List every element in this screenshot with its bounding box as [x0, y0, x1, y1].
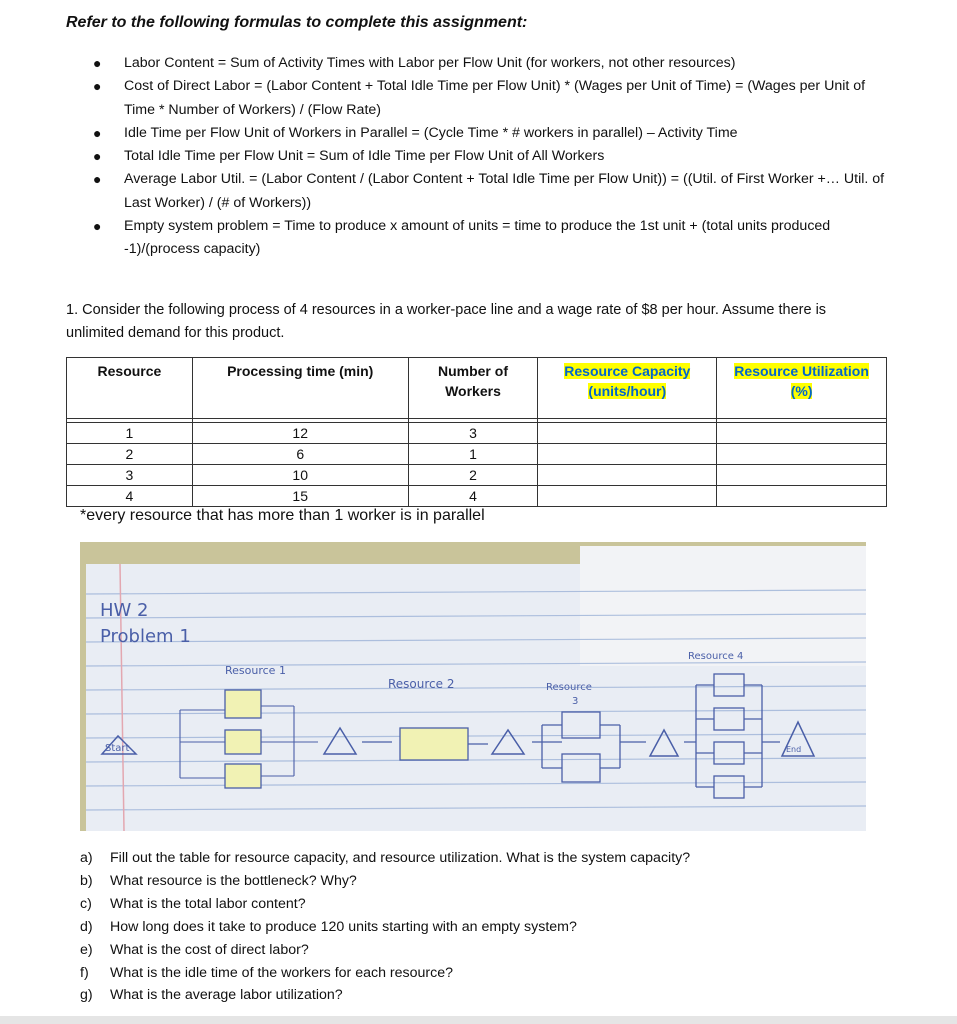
formula-item: ● Empty system problem = Time to produce x amount of units = time to produce the 1st unit + (total units produced -1)/(process capacity) [90, 215, 890, 262]
bullet-icon: ● [93, 78, 102, 95]
utilization-cell[interactable] [717, 486, 887, 507]
sketch-subtitle: Problem 1 [100, 626, 191, 647]
formula-item: ● Total Idle Time per Flow Unit = Sum of Idle Time per Flow Unit of All Workers [90, 145, 890, 168]
resource-3-number: 3 [572, 696, 579, 707]
formula-list [90, 52, 890, 262]
header-utilization: Resource Utilization (%) [717, 358, 887, 419]
capacity-cell[interactable] [538, 444, 717, 465]
resource-4-label: Resource 4 [688, 651, 744, 662]
resource-1-boxes [225, 690, 261, 788]
capacity-cell[interactable] [538, 486, 717, 507]
sketch-title: HW 2 [100, 600, 149, 621]
question-item: g) What is the average labor utilization? [80, 987, 343, 1004]
formula-item: ● Idle Time per Flow Unit of Workers in Parallel = (Cycle Time * # workers in parallel) – Activity Time [90, 122, 890, 145]
bullet-icon: ● [93, 124, 102, 141]
utilization-cell[interactable] [717, 444, 887, 465]
process-sketch-photo [80, 542, 866, 831]
utilization-cell[interactable] [717, 465, 887, 486]
header-resource: Resource [67, 358, 193, 419]
footnote: *every resource that has more than 1 worker is in parallel [80, 507, 485, 524]
table-row: 1 12 3 [67, 423, 887, 444]
bullet-icon: ● [93, 55, 102, 71]
start-label: Start [105, 743, 130, 754]
paper-sheet-back [580, 546, 866, 666]
question-list [80, 847, 880, 1007]
question-item: f) What is the idle time of the workers for each resource? [80, 964, 454, 981]
assignment-heading: Refer to the following formulas to complete this assignment: [66, 14, 528, 31]
utilization-cell[interactable] [717, 423, 887, 444]
capacity-cell[interactable] [538, 423, 717, 444]
table-header-row [67, 358, 887, 419]
resource-3-label: Resource [546, 682, 592, 693]
bullet-icon: ● [93, 148, 102, 165]
resource-2-label: Resource 2 [388, 677, 455, 691]
capacity-cell[interactable] [538, 465, 717, 486]
header-processing-time: Processing time (min) [192, 358, 408, 419]
header-capacity: Resource Capacity (units/hour) [538, 358, 717, 419]
question-item: a) Fill out the table for resource capacity, and resource utilization. What is the system capacity? [80, 850, 691, 866]
resource-1-label: Resource 1 [225, 664, 286, 677]
resource-table [66, 357, 887, 507]
header-workers: Number of Workers [408, 358, 538, 419]
question-item: d) How long does it take to produce 120 units starting with an empty system? [80, 918, 577, 935]
question-item: e) What is the cost of direct labor? [80, 941, 309, 958]
window-bottom-bar [0, 1016, 957, 1024]
bullet-icon: ● [93, 218, 102, 235]
table-row: 2 6 1 [67, 444, 887, 465]
bullet-icon: ● [93, 171, 102, 188]
end-label: End [786, 745, 802, 754]
question-item: c) What is the total labor content? [80, 895, 306, 912]
question-item: b) What resource is the bottleneck? Why? [80, 872, 357, 889]
resource-2-box [400, 728, 468, 760]
table-row: 4 15 4 [67, 486, 887, 507]
table-row: 3 10 2 [67, 465, 887, 486]
formula-item: ● Cost of Direct Labor = (Labor Content + Total Idle Time per Flow Unit) * (Wages per Unit of Time) = (Wages per Unit of Time * Number of Workers) / (Flow Rate) [90, 75, 890, 122]
formula-item: ● Labor Content = Sum of Activity Times with Labor per Flow Unit (for workers, not other resources) [90, 52, 890, 75]
problem-statement: 1. Consider the following process of 4 resources in a worker-pace line and a wage rate of $8 per hour. Assume there is unlimited demand for this product. [66, 302, 827, 341]
formula-item: ● Average Labor Util. = (Labor Content / (Labor Content + Total Idle Time per Flow Unit)) = ((Util. of First Worker +… Util. of Last Worker) / (# of Workers)) [90, 168, 890, 215]
